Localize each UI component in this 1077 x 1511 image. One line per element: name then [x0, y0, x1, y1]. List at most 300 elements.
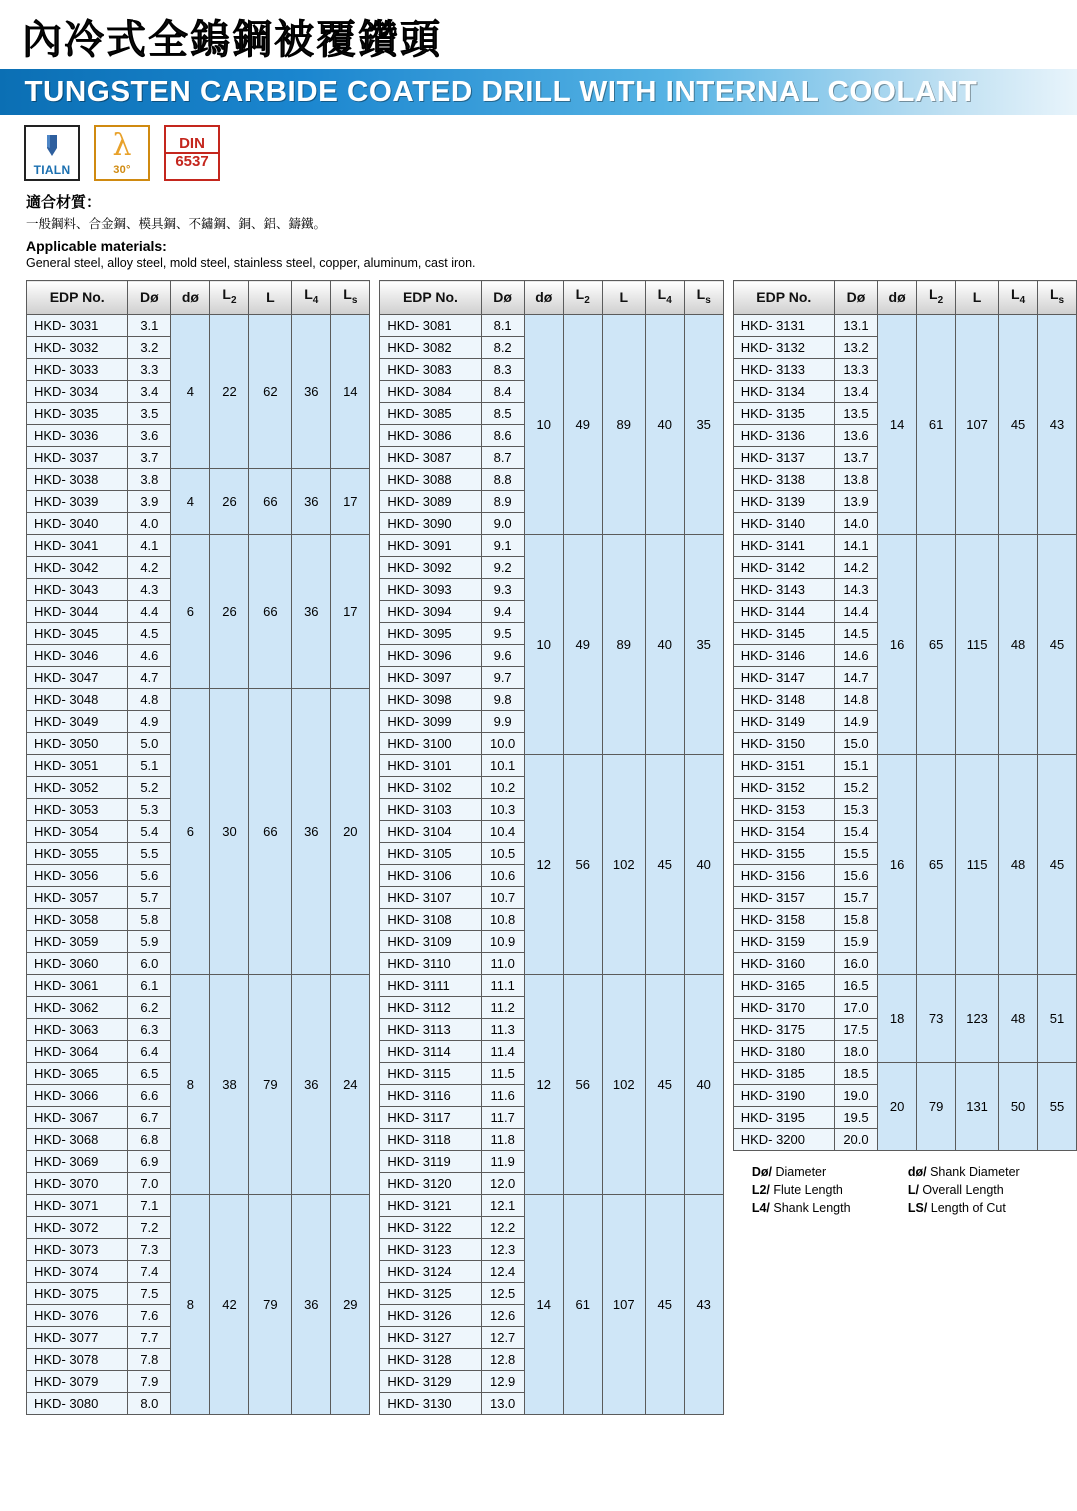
edp-number: HKD- 3067: [27, 1106, 128, 1128]
diameter-value: 11.5: [481, 1062, 524, 1084]
edp-number: HKD- 3150: [733, 732, 834, 754]
diameter-value: 10.1: [481, 754, 524, 776]
flute-length-value: 38: [210, 974, 249, 1194]
diameter-value: 5.6: [128, 864, 171, 886]
shank-length-value: 48: [999, 754, 1038, 974]
col-header: Dø: [834, 281, 877, 315]
edp-number: HKD- 3049: [27, 710, 128, 732]
edp-number: HKD- 3051: [27, 754, 128, 776]
edp-number: HKD- 3055: [27, 842, 128, 864]
edp-number: HKD- 3097: [380, 666, 481, 688]
shank-diameter-value: 16: [878, 754, 917, 974]
edp-number: HKD- 3101: [380, 754, 481, 776]
edp-number: HKD- 3120: [380, 1172, 481, 1194]
edp-number: HKD- 3180: [733, 1040, 834, 1062]
shank-diameter-value: 14: [878, 314, 917, 534]
table-row: [733, 754, 1076, 776]
table-row: [733, 314, 1076, 336]
drill-icon: [26, 127, 78, 164]
edp-number: HKD- 3108: [380, 908, 481, 930]
edp-number: HKD- 3040: [27, 512, 128, 534]
edp-number: HKD- 3140: [733, 512, 834, 534]
diameter-value: 7.0: [128, 1172, 171, 1194]
diameter-value: 5.8: [128, 908, 171, 930]
diameter-value: 15.3: [834, 798, 877, 820]
col-header: L: [602, 281, 645, 315]
shank-diameter-value: 8: [171, 974, 210, 1194]
diameter-value: 14.1: [834, 534, 877, 556]
diameter-value: 4.3: [128, 578, 171, 600]
edp-number: HKD- 3033: [27, 358, 128, 380]
edp-number: HKD- 3107: [380, 886, 481, 908]
edp-number: HKD- 3093: [380, 578, 481, 600]
spec-tables: [0, 270, 1077, 1415]
col-header: L: [956, 281, 999, 315]
diameter-value: 3.5: [128, 402, 171, 424]
flute-length-value: 22: [210, 314, 249, 468]
edp-number: HKD- 3151: [733, 754, 834, 776]
diameter-value: 15.6: [834, 864, 877, 886]
diameter-value: 18.0: [834, 1040, 877, 1062]
diameter-value: 14.8: [834, 688, 877, 710]
diameter-value: 12.2: [481, 1216, 524, 1238]
diameter-value: 8.3: [481, 358, 524, 380]
din-label: DIN: [179, 135, 205, 152]
page-title-chinese: 內冷式全鎢鋼被覆鑽頭: [22, 17, 442, 63]
diameter-value: 9.1: [481, 534, 524, 556]
col-header: $L_s$: [1038, 281, 1077, 315]
diameter-value: 11.4: [481, 1040, 524, 1062]
edp-number: HKD- 3044: [27, 600, 128, 622]
overall-length-value: 131: [956, 1062, 999, 1150]
shank-length-value: 45: [645, 754, 684, 974]
diameter-value: 5.7: [128, 886, 171, 908]
edp-number: HKD- 3059: [27, 930, 128, 952]
edp-number: HKD- 3060: [27, 952, 128, 974]
edp-number: HKD- 3074: [27, 1260, 128, 1282]
edp-number: HKD- 3125: [380, 1282, 481, 1304]
edp-number: HKD- 3117: [380, 1106, 481, 1128]
edp-number: HKD- 3126: [380, 1304, 481, 1326]
diameter-value: 17.5: [834, 1018, 877, 1040]
edp-number: HKD- 3124: [380, 1260, 481, 1282]
edp-number: HKD- 3121: [380, 1194, 481, 1216]
edp-number: HKD- 3129: [380, 1370, 481, 1392]
edp-number: HKD- 3159: [733, 930, 834, 952]
table-row: [733, 1062, 1076, 1084]
diameter-value: 3.2: [128, 336, 171, 358]
edp-number: HKD- 3118: [380, 1128, 481, 1150]
edp-number: HKD- 3079: [27, 1370, 128, 1392]
helix-angle-badge: [94, 125, 150, 181]
flute-length-value: 65: [917, 534, 956, 754]
length-of-cut-value: 55: [1038, 1062, 1077, 1150]
edp-number: HKD- 3160: [733, 952, 834, 974]
edp-number: HKD- 3165: [733, 974, 834, 996]
diameter-value: 4.6: [128, 644, 171, 666]
spec-table-2: [379, 280, 723, 1415]
page-title-english: TUNGSTEN CARBIDE COATED DRILL WITH INTERNAL COOLANT: [24, 75, 978, 108]
table-row: [380, 314, 723, 336]
diameter-value: 11.3: [481, 1018, 524, 1040]
flute-length-value: 61: [563, 1194, 602, 1414]
overall-length-value: 89: [602, 314, 645, 534]
edp-number: HKD- 3062: [27, 996, 128, 1018]
diameter-value: 5.2: [128, 776, 171, 798]
length-of-cut-value: 40: [684, 754, 723, 974]
shank-length-value: 36: [292, 314, 331, 468]
edp-number: HKD- 3127: [380, 1326, 481, 1348]
diameter-value: 11.0: [481, 952, 524, 974]
length-of-cut-value: 14: [331, 314, 370, 468]
edp-number: HKD- 3068: [27, 1128, 128, 1150]
diameter-value: 10.5: [481, 842, 524, 864]
diameter-value: 16.5: [834, 974, 877, 996]
legend-item: L4/ Shank Length: [751, 1200, 851, 1215]
overall-length-value: 115: [956, 534, 999, 754]
col-header: dø: [171, 281, 210, 315]
edp-number: HKD- 3081: [380, 314, 481, 336]
edp-number: HKD- 3170: [733, 996, 834, 1018]
edp-number: HKD- 3047: [27, 666, 128, 688]
edp-number: HKD- 3144: [733, 600, 834, 622]
edp-number: HKD- 3094: [380, 600, 481, 622]
length-of-cut-value: 20: [331, 688, 370, 974]
col-header: $L_4$: [999, 281, 1038, 315]
edp-number: HKD- 3142: [733, 556, 834, 578]
diameter-value: 8.1: [481, 314, 524, 336]
diameter-value: 6.9: [128, 1150, 171, 1172]
diameter-value: 12.6: [481, 1304, 524, 1326]
edp-number: HKD- 3103: [380, 798, 481, 820]
table-row: [27, 1194, 370, 1216]
diameter-value: 8.8: [481, 468, 524, 490]
legend-item: dø/ Shank Diameter: [907, 1164, 1020, 1179]
diameter-value: 6.1: [128, 974, 171, 996]
edp-number: HKD- 3111: [380, 974, 481, 996]
diameter-value: 9.4: [481, 600, 524, 622]
diameter-value: 17.0: [834, 996, 877, 1018]
flute-length-value: 61: [917, 314, 956, 534]
legend-item: LS/ Length of Cut: [907, 1200, 1006, 1215]
edp-number: HKD- 3139: [733, 490, 834, 512]
shank-diameter-value: 12: [524, 754, 563, 974]
diameter-value: 3.1: [128, 314, 171, 336]
diameter-value: 15.2: [834, 776, 877, 798]
diameter-value: 4.7: [128, 666, 171, 688]
diameter-value: 3.7: [128, 446, 171, 468]
diameter-value: 6.4: [128, 1040, 171, 1062]
edp-number: HKD- 3089: [380, 490, 481, 512]
diameter-value: 9.9: [481, 710, 524, 732]
edp-number: HKD- 3200: [733, 1128, 834, 1150]
col-header: dø: [878, 281, 917, 315]
edp-number: HKD- 3123: [380, 1238, 481, 1260]
diameter-value: 12.4: [481, 1260, 524, 1282]
diameter-value: 6.2: [128, 996, 171, 1018]
col-header: $L_2$: [917, 281, 956, 315]
edp-number: HKD- 3119: [380, 1150, 481, 1172]
diameter-value: 6.8: [128, 1128, 171, 1150]
edp-number: HKD- 3098: [380, 688, 481, 710]
diameter-value: 4.0: [128, 512, 171, 534]
edp-number: HKD- 3154: [733, 820, 834, 842]
diameter-value: 9.6: [481, 644, 524, 666]
edp-number: HKD- 3066: [27, 1084, 128, 1106]
edp-number: HKD- 3045: [27, 622, 128, 644]
shank-length-value: 48: [999, 534, 1038, 754]
diameter-value: 14.4: [834, 600, 877, 622]
overall-length-value: 79: [249, 974, 292, 1194]
shank-diameter-value: 14: [524, 1194, 563, 1414]
diameter-value: 12.8: [481, 1348, 524, 1370]
diameter-value: 12.1: [481, 1194, 524, 1216]
diameter-value: 6.5: [128, 1062, 171, 1084]
overall-length-value: 123: [956, 974, 999, 1062]
col-header: dø: [524, 281, 563, 315]
legend-item: Dø/ Diameter: [751, 1164, 827, 1179]
edp-number: HKD- 3083: [380, 358, 481, 380]
edp-number: HKD- 3115: [380, 1062, 481, 1084]
edp-number: HKD- 3190: [733, 1084, 834, 1106]
diameter-value: 13.3: [834, 358, 877, 380]
edp-number: HKD- 3087: [380, 446, 481, 468]
length-of-cut-value: 43: [684, 1194, 723, 1414]
edp-number: HKD- 3096: [380, 644, 481, 666]
overall-length-value: 89: [602, 534, 645, 754]
diameter-value: 8.2: [481, 336, 524, 358]
diameter-value: 5.1: [128, 754, 171, 776]
shank-length-value: 48: [999, 974, 1038, 1062]
flute-length-value: 73: [917, 974, 956, 1062]
flute-length-value: 30: [210, 688, 249, 974]
diameter-value: 14.3: [834, 578, 877, 600]
diameter-value: 13.2: [834, 336, 877, 358]
diameter-value: 11.8: [481, 1128, 524, 1150]
diameter-value: 3.9: [128, 490, 171, 512]
edp-number: HKD- 3100: [380, 732, 481, 754]
edp-number: HKD- 3131: [733, 314, 834, 336]
edp-number: HKD- 3061: [27, 974, 128, 996]
edp-number: HKD- 3071: [27, 1194, 128, 1216]
table-row: [380, 754, 723, 776]
table-row: [733, 534, 1076, 556]
diameter-value: 6.7: [128, 1106, 171, 1128]
edp-number: HKD- 3088: [380, 468, 481, 490]
din-badge: [164, 125, 220, 181]
edp-number: HKD- 3070: [27, 1172, 128, 1194]
diameter-value: 7.8: [128, 1348, 171, 1370]
edp-number: HKD- 3090: [380, 512, 481, 534]
edp-number: HKD- 3113: [380, 1018, 481, 1040]
diameter-value: 12.7: [481, 1326, 524, 1348]
col-header: Dø: [128, 281, 171, 315]
diameter-value: 9.8: [481, 688, 524, 710]
edp-number: HKD- 3147: [733, 666, 834, 688]
diameter-value: 13.6: [834, 424, 877, 446]
legend: [742, 1163, 1068, 1217]
edp-number: HKD- 3106: [380, 864, 481, 886]
length-of-cut-value: 35: [684, 314, 723, 534]
shank-diameter-value: 6: [171, 688, 210, 974]
diameter-value: 4.1: [128, 534, 171, 556]
materials-text-cn: 一般鋼料、合金鋼、模具鋼、不鏽鋼、銅、鋁、鑄鐵。: [26, 216, 327, 231]
edp-number: HKD- 3156: [733, 864, 834, 886]
spec-table-3: [733, 280, 1077, 1151]
spec-badges: [0, 115, 1077, 185]
legend-item: L2/ Flute Length: [751, 1182, 843, 1197]
flute-length-value: 49: [563, 314, 602, 534]
edp-number: HKD- 3086: [380, 424, 481, 446]
col-header: $L_4$: [645, 281, 684, 315]
diameter-value: 7.6: [128, 1304, 171, 1326]
shank-length-value: 50: [999, 1062, 1038, 1150]
edp-number: HKD- 3046: [27, 644, 128, 666]
diameter-value: 7.4: [128, 1260, 171, 1282]
diameter-value: 7.2: [128, 1216, 171, 1238]
edp-number: HKD- 3195: [733, 1106, 834, 1128]
diameter-value: 4.5: [128, 622, 171, 644]
diameter-value: 14.2: [834, 556, 877, 578]
diameter-value: 13.5: [834, 402, 877, 424]
table-row: [380, 534, 723, 556]
edp-number: HKD- 3072: [27, 1216, 128, 1238]
shank-length-value: 36: [292, 1194, 331, 1414]
tialn-badge-label: TIALN: [33, 163, 71, 177]
materials-heading-en: Applicable materials:: [26, 238, 167, 254]
shank-diameter-value: 10: [524, 314, 563, 534]
shank-diameter-value: 20: [878, 1062, 917, 1150]
edp-number: HKD- 3041: [27, 534, 128, 556]
edp-number: HKD- 3053: [27, 798, 128, 820]
diameter-value: 9.3: [481, 578, 524, 600]
diameter-value: 12.5: [481, 1282, 524, 1304]
diameter-value: 10.4: [481, 820, 524, 842]
diameter-value: 12.0: [481, 1172, 524, 1194]
diameter-value: 11.1: [481, 974, 524, 996]
edp-number: HKD- 3136: [733, 424, 834, 446]
edp-number: HKD- 3152: [733, 776, 834, 798]
diameter-value: 5.5: [128, 842, 171, 864]
diameter-value: 19.5: [834, 1106, 877, 1128]
table-row: [380, 974, 723, 996]
spec-table-1: [26, 280, 370, 1415]
edp-number: HKD- 3091: [380, 534, 481, 556]
diameter-value: 8.6: [481, 424, 524, 446]
overall-length-value: 107: [602, 1194, 645, 1414]
diameter-value: 7.1: [128, 1194, 171, 1216]
flute-length-value: 56: [563, 974, 602, 1194]
col-header: EDP No.: [380, 281, 481, 315]
col-header: $L_2$: [210, 281, 249, 315]
edp-number: HKD- 3132: [733, 336, 834, 358]
diameter-value: 6.0: [128, 952, 171, 974]
diameter-value: 15.7: [834, 886, 877, 908]
diameter-value: 9.7: [481, 666, 524, 688]
diameter-value: 15.4: [834, 820, 877, 842]
diameter-value: 3.8: [128, 468, 171, 490]
edp-number: HKD- 3157: [733, 886, 834, 908]
diameter-value: 13.1: [834, 314, 877, 336]
edp-number: HKD- 3112: [380, 996, 481, 1018]
edp-number: HKD- 3073: [27, 1238, 128, 1260]
edp-number: HKD- 3135: [733, 402, 834, 424]
diameter-value: 13.9: [834, 490, 877, 512]
shank-length-value: 36: [292, 974, 331, 1194]
edp-number: HKD- 3137: [733, 446, 834, 468]
diameter-value: 8.9: [481, 490, 524, 512]
lambda-symbol-icon: λ: [112, 127, 132, 163]
shank-diameter-value: 6: [171, 534, 210, 688]
diameter-value: 8.7: [481, 446, 524, 468]
edp-number: HKD- 3143: [733, 578, 834, 600]
diameter-value: 12.3: [481, 1238, 524, 1260]
edp-number: HKD- 3039: [27, 490, 128, 512]
materials-text-en: General steel, alloy steel, mold steel, stainless steel, copper, aluminum, cast iron.: [26, 256, 476, 270]
materials-heading-cn: 適合材質：: [26, 193, 102, 211]
diameter-value: 15.8: [834, 908, 877, 930]
shank-diameter-value: 10: [524, 534, 563, 754]
diameter-value: 5.3: [128, 798, 171, 820]
diameter-value: 10.6: [481, 864, 524, 886]
diameter-value: 10.0: [481, 732, 524, 754]
shank-length-value: 45: [645, 974, 684, 1194]
shank-diameter-value: 18: [878, 974, 917, 1062]
edp-number: HKD- 3063: [27, 1018, 128, 1040]
diameter-value: 7.9: [128, 1370, 171, 1392]
edp-number: HKD- 3099: [380, 710, 481, 732]
edp-number: HKD- 3130: [380, 1392, 481, 1414]
diameter-value: 9.2: [481, 556, 524, 578]
diameter-value: 5.9: [128, 930, 171, 952]
diameter-value: 13.7: [834, 446, 877, 468]
flute-length-value: 79: [917, 1062, 956, 1150]
edp-number: HKD- 3078: [27, 1348, 128, 1370]
length-of-cut-value: 43: [1038, 314, 1077, 534]
edp-number: HKD- 3109: [380, 930, 481, 952]
shank-length-value: 40: [645, 534, 684, 754]
edp-number: HKD- 3122: [380, 1216, 481, 1238]
edp-number: HKD- 3069: [27, 1150, 128, 1172]
flute-length-value: 65: [917, 754, 956, 974]
table-row: [380, 1194, 723, 1216]
diameter-value: 20.0: [834, 1128, 877, 1150]
col-header: L: [249, 281, 292, 315]
edp-number: HKD- 3032: [27, 336, 128, 358]
shank-length-value: 45: [645, 1194, 684, 1414]
length-of-cut-value: 45: [1038, 534, 1077, 754]
table-row: [27, 314, 370, 336]
diameter-value: 6.3: [128, 1018, 171, 1040]
diameter-value: 3.6: [128, 424, 171, 446]
title-banner: [0, 69, 1077, 115]
diameter-value: 16.0: [834, 952, 877, 974]
diameter-value: 5.0: [128, 732, 171, 754]
diameter-value: 13.4: [834, 380, 877, 402]
flute-length-value: 42: [210, 1194, 249, 1414]
edp-number: HKD- 3076: [27, 1304, 128, 1326]
diameter-value: 14.0: [834, 512, 877, 534]
overall-length-value: 66: [249, 468, 292, 534]
diameter-value: 11.2: [481, 996, 524, 1018]
edp-number: HKD- 3065: [27, 1062, 128, 1084]
edp-number: HKD- 3084: [380, 380, 481, 402]
edp-number: HKD- 3185: [733, 1062, 834, 1084]
edp-number: HKD- 3092: [380, 556, 481, 578]
edp-number: HKD- 3085: [380, 402, 481, 424]
shank-length-value: 36: [292, 468, 331, 534]
diameter-value: 10.8: [481, 908, 524, 930]
